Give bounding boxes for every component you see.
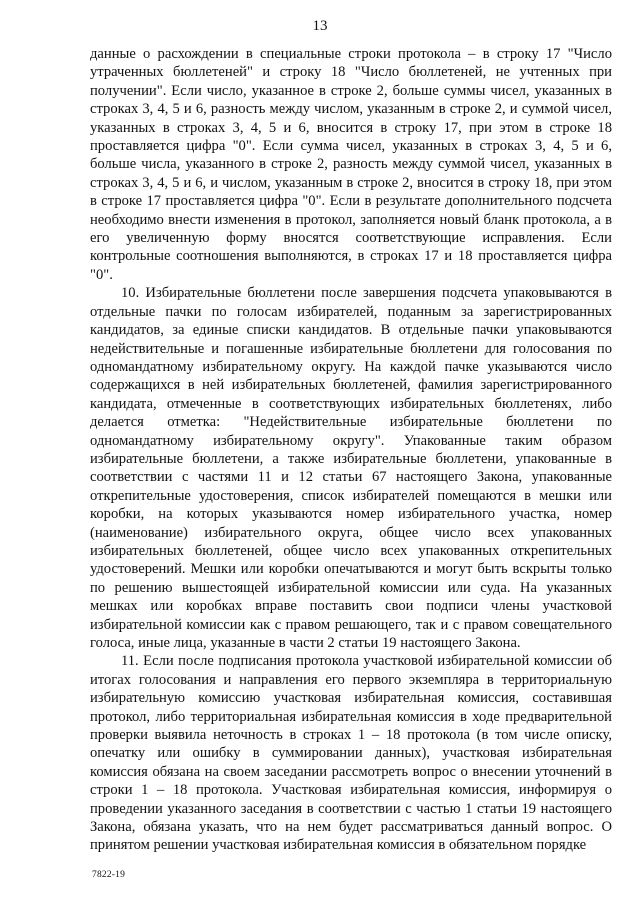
document-body	[90, 45, 612, 855]
document-code: 7822-19	[92, 870, 126, 880]
page-number: 13	[312, 18, 328, 34]
paragraph-item-11: 11. Если после подписания протокола участковой избирательной комиссии об итогах голосования и направления его первого экземпляра в территориальную избирательную комиссию участковая избирательная комиссия, составившая протокол, либо территориальная избирательная комиссия в ходе предварительной проверки выявила неточность в строках 1 – 18 протокола (в том числе описку, опечатку или ошибку в суммировании данных), участковая избирательная комиссия обязана на своем заседании рассмотреть вопрос о внесении уточнений в строки 1 – 18 протокола. Участковая избирательная комиссия, информируя о проведении указанного заседания в соответствии с частью 1 статьи 19 настоящего Закона, обязана указать, что на нем будет рассматриваться данный вопрос. О принятом решении участковая избирательная комиссия в обязательном порядке	[90, 653, 612, 854]
paragraph-continuation: данные о расхождении в специальные строки протокола – в строку 17 "Число утраченных бюллетеней" и строку 18 "Число бюллетеней, не учтенных при получении". Если число, указанное в строке 2, больше суммы чисел, указанных в строках 3, 4, 5 и 6, разность между числом, указанным в строке 2, и суммой чисел, указанных в строках 3, 4, 5 и 6, вносится в строку 17, при этом в строке 18 проставляется цифра "0". Если сумма чисел, указанных в строках 3, 4, 5 и 6, больше числа, указанного в строке 2, разность между суммой чисел, указанных в строках 3, 4, 5 и 6, и числом, указанным в строке 2, вносится в строку 18, при этом в строке 17 проставляется цифра "0". Если в результате дополнительного подсчета необходимо внести изменения в протокол, заполняется новый бланк протокола, а в его увеличенную форму вносятся соответствующие исправления. Если контрольные соотношения выполняются, в строках 17 и 18 проставляется цифра "0".	[90, 46, 612, 283]
paragraph-item-10: 10. Избирательные бюллетени после завершения подсчета упаковываются в отдельные пачки по голосам избирателей, поданным за зарегистрированных кандидатов, за единые списки кандидатов. В отдельные пачки упаковываются недействительные и погашенные избирательные бюллетени для голосования по одномандатному избирательному округу. На каждой пачке указываются число содержащихся в ней избирательных бюллетеней, фамилия зарегистрированного кандидата, отмеченные в соответствующих избирательных бюллетенях, либо делается отметка: "Недействительные избирательные бюллетени по одномандатному избирательному округу". Упакованные таким образом избирательные бюллетени, а также избирательные бюллетени, упакованные в соответствии с частями 11 и 12 статьи 67 настоящего Закона, упакованные открепительные удостоверения, список избирателей помещаются в мешки или коробки, на которых указываются номер избирательного участка, номер (наименование) избирательного округа, общее число всех упакованных избирательных бюллетеней, общее число всех упакованных открепительных удостоверений. Мешки или коробки опечатываются и могут быть вскрыты только по решению вышестоящей избирательной комиссии или суда. На указанных мешках или коробках вправе поставить свои подписи члены участковой избирательной комиссии как с правом решающего, так и с правом совещательного голоса, иные лица, указанные в части 2 статьи 19 настоящего Закона.	[90, 285, 612, 651]
